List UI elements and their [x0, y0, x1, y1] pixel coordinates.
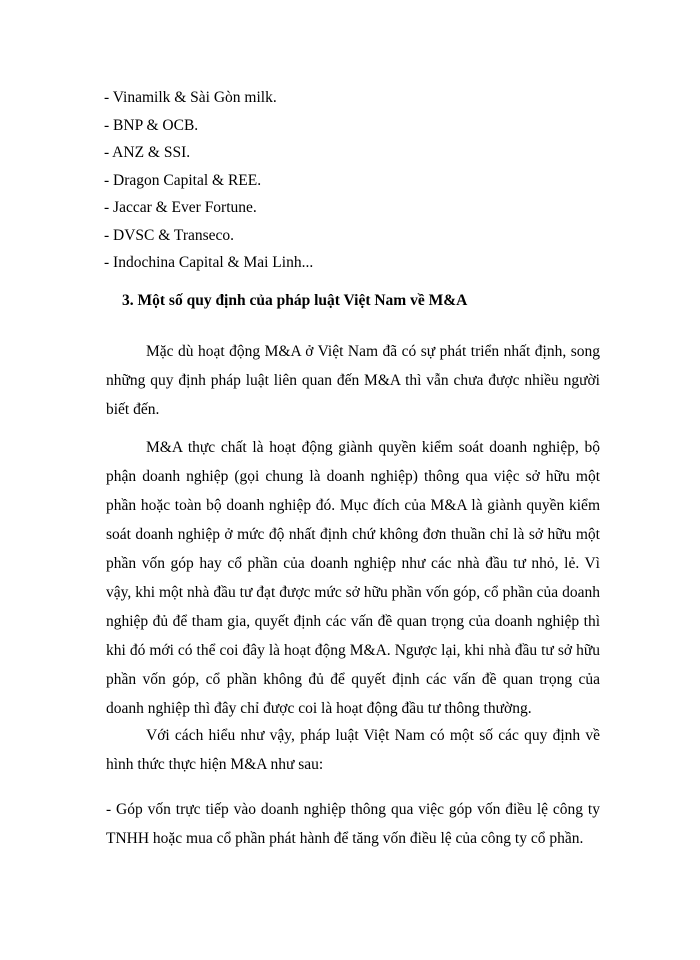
list-item: - BNP & OCB. [104, 116, 199, 134]
paragraph: Mặc dù hoạt động M&A ở Việt Nam đã có sự phát triển nhất định, song những quy định pháp luật liên quan đến M&A thì vẫn chưa được nhiều người biết đến. [106, 343, 600, 418]
list-item: - Indochina Capital & Mai Linh... [104, 254, 314, 271]
paragraph: M&A thực chất là hoạt động giành quyền kiểm soát doanh nghiệp, bộ phận doanh nghiệp (gọi chung là doanh nghiệp) thông qua việc sở hữu một phần hoặc toàn bộ doanh nghiệp đó. Mục đích của M&A là giành quyền kiểm soát doanh nghiệp ở mức độ nhất định chứ không đơn thuần chỉ là sở hữu một phần vốn góp hay cổ phần của doanh nghiệp như các nhà đầu tư nhỏ, lẻ. Vì vậy, khi một nhà đầu tư đạt được mức sở hữu phần vốn góp, cổ phần của doanh nghiệp đủ để tham gia, quyết định các vấn đề quan trọng của doanh nghiệp thì khi đó mới có thể coi đây là hoạt động M&A. Ngược lại, khi nhà đầu tư sở hữu phần vốn góp, cổ phần không đủ để quyết định các vấn đề quan trọng của doanh nghiệp thì đây chỉ được coi là hoạt động đầu tư thông thường. [106, 439, 600, 717]
list-item: - Dragon Capital & REE. [104, 171, 262, 189]
list-item: - Vinamilk & Sài Gòn milk. [104, 89, 277, 106]
paragraph: - Góp vốn trực tiếp vào doanh nghiệp thông qua việc góp vốn điều lệ công ty TNHH hoặc mua cổ phần phát hành để tăng vốn điều lệ của công ty cổ phần. [106, 801, 600, 847]
list-item: - Jaccar & Ever Fortune. [104, 199, 257, 216]
paragraph: Với cách hiểu như vậy, pháp luật Việt Nam có một số các quy định về hình thức thực hiện M&A như sau: [106, 727, 600, 773]
list-item: - ANZ & SSI. [104, 144, 191, 161]
deal-list [104, 88, 313, 281]
list-item: - DVSC & Transeco. [104, 226, 235, 244]
section-heading: 3. Một số quy định của pháp luật Việt Nam về M&A [122, 292, 468, 309]
